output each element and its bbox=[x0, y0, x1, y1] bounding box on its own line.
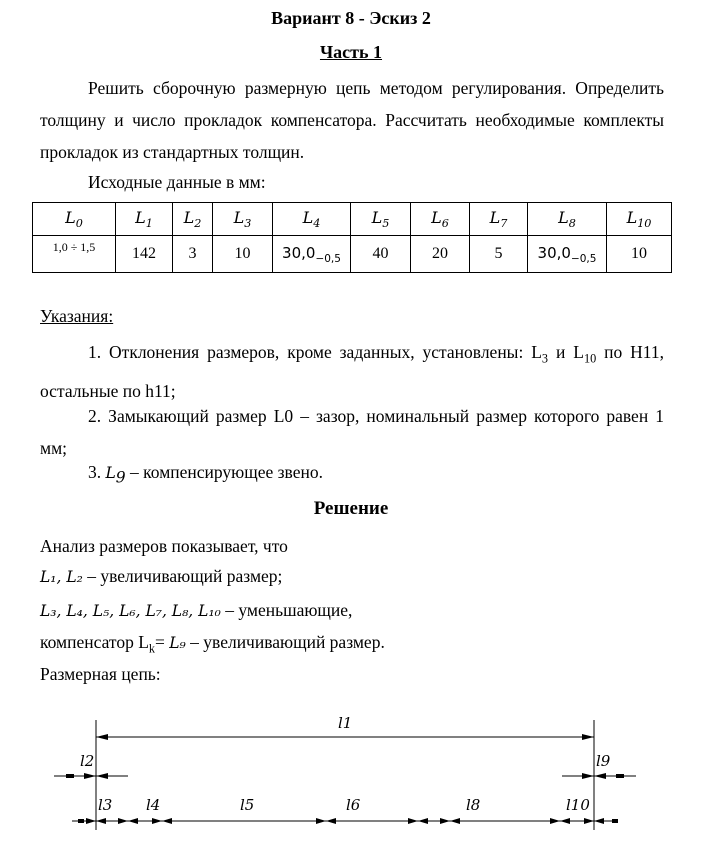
notes-heading: Указания: bbox=[40, 306, 114, 326]
label-l2: l2 bbox=[80, 752, 95, 770]
note-3: 3. $L_9$ – компенсирующее звено. bbox=[88, 462, 323, 487]
table-value-cell: $30,0_{-0,5}$ bbox=[528, 236, 607, 273]
table-value-cell: 20 bbox=[411, 236, 470, 273]
table-header-cell: $L_1$ bbox=[116, 203, 173, 236]
table-header-cell: $L_2$ bbox=[173, 203, 213, 236]
table-header-cell: $L_6$ bbox=[411, 203, 470, 236]
label-l9: l9 bbox=[596, 752, 611, 770]
solution-heading: Решение bbox=[313, 498, 389, 519]
table-header-cell: $L_{10}$ bbox=[607, 203, 672, 236]
label-l5: l5 bbox=[240, 796, 255, 814]
part-heading: Часть 1 bbox=[319, 42, 383, 62]
task-text: Решить сборочную размерную цепь методом регулирования. Определить толщину и число прокладок компенсатора. Рассчитать необходимые комплекты прокладок из стандартных толщин. bbox=[40, 78, 664, 162]
label-l4: l4 bbox=[146, 796, 161, 814]
table-header-cell: $L_5$ bbox=[351, 203, 411, 236]
table-header-cell: $L_4$ bbox=[273, 203, 351, 236]
table-value-cell: 40 bbox=[351, 236, 411, 273]
label-l8: l8 bbox=[466, 796, 481, 814]
source-data-table bbox=[32, 202, 672, 273]
dimension-chain-diagram bbox=[0, 690, 702, 843]
source-data-label: Исходные данные в мм: bbox=[88, 172, 266, 192]
table-value-cell: 10 bbox=[607, 236, 672, 273]
table-value-cell: 3 bbox=[173, 236, 213, 273]
label-l6: l6 bbox=[346, 796, 361, 814]
label-l10: l10 bbox=[566, 796, 590, 814]
solution-line-2: L₁, L₂ – увеличивающий размер; bbox=[40, 566, 283, 586]
solution-line-4: компенсатор $L_k= L_9$ – увеличивающий размер. bbox=[40, 632, 385, 656]
table-value-cell: 1,0 ÷ 1,5 bbox=[33, 236, 116, 273]
note-2: 2. Замыкающий размер L0 – зазор, номинальный размер которого равен 1 мм; bbox=[40, 406, 664, 458]
table-value-row bbox=[33, 236, 672, 273]
table-header-cell: $L_3$ bbox=[213, 203, 273, 236]
solution-line-5: Размерная цепь: bbox=[40, 664, 161, 684]
table-value-cell: 10 bbox=[213, 236, 273, 273]
table-value-cell: $30,0_{-0,5}$ bbox=[273, 236, 351, 273]
note-1: 1. Отклонения размеров, кроме заданных, установлены: $L_3$ и $L_{10}$ по Н11, остальные по h11; bbox=[40, 342, 664, 401]
table-header-cell: $L_0$ bbox=[33, 203, 116, 236]
solution-line-1: Анализ размеров показывает, что bbox=[40, 536, 288, 556]
table-value-cell: 5 bbox=[470, 236, 528, 273]
solution-line-3: L₃, L₄, L₅, L₆, L₇, L₈, L₁₀ – уменьшающие, bbox=[40, 600, 353, 620]
table-header-row bbox=[33, 203, 672, 236]
label-l3: l3 bbox=[98, 796, 113, 814]
table-value-cell: 142 bbox=[116, 236, 173, 273]
table-header-cell: $L_8$ bbox=[528, 203, 607, 236]
page-title: Вариант 8 - Эскиз 2 bbox=[271, 8, 431, 28]
table-header-cell: $L_7$ bbox=[470, 203, 528, 236]
label-l1: l1 bbox=[338, 714, 353, 732]
